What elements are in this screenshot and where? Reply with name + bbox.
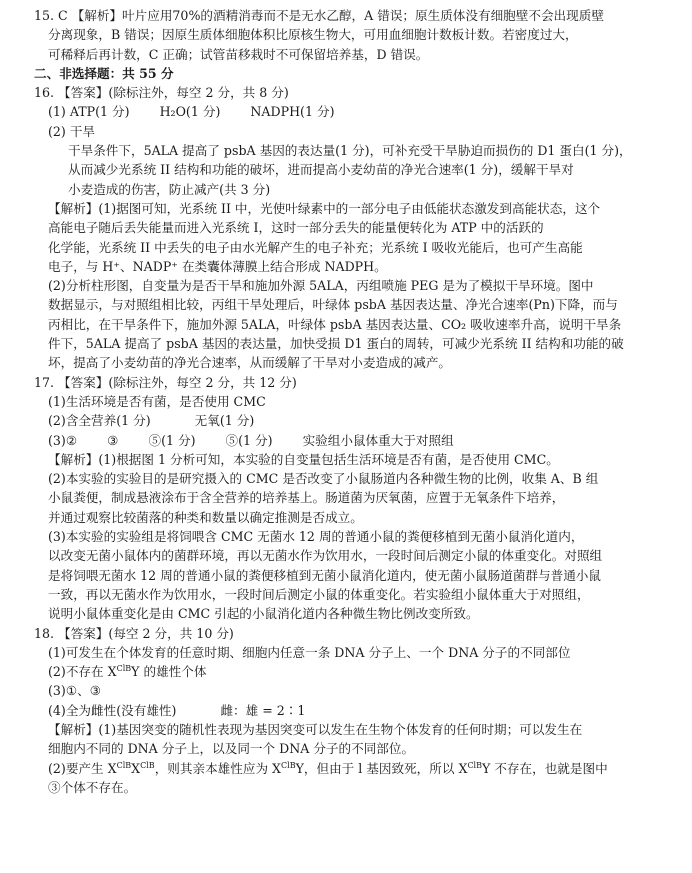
q16-analysis-2-line-5: 坏，提高了小麦幼苗的净光合速率，从而缓解了干旱对小麦造成的减产。 [48, 355, 451, 371]
q16-answer-1c: NADPH(1 分) [250, 104, 335, 120]
q18-answer-2-pre: (2)不存在 X [48, 664, 117, 680]
q16-analysis-2-line-4: 件下，5ALA 提高了 psbA 基因的表达量，加快受损 D1 蛋白的周转，可减少光系统 II 结构和功能的破 [48, 336, 624, 352]
q16-analysis-2-line-2: 数据显示，与对照组相比较，丙组干旱处理后，叶绿体 psbA 基因表达量、净光合速率(Pn)下降，而与 [48, 297, 618, 313]
q18-analysis-1-line-1: 【解析】(1)基因突变的随机性表现为基因突变可以发生在生物个体发育的任何时期；可以发生在 [48, 721, 583, 737]
q17-analysis-3-line-5: 说明小鼠体重变化是由 CMC 引起的小鼠消化道内各种微生物比例改变所致。 [48, 606, 479, 622]
q17-header: 17. 【答案】(除标注外，每空 2 分，共 12 分) [34, 374, 297, 390]
q18-analysis-2-b: X [131, 760, 141, 776]
q16-block [34, 83, 670, 372]
q18-analysis-2-c: ，则其亲本雄性应为 X [154, 760, 282, 776]
q16-analysis-1-line-2: 高能电子随后丢失能量而进入光系统 I，这时一部分丢失的能量便转化为 ATP 中的活跃的 [48, 220, 544, 236]
q18-analysis-2-line-1 [34, 759, 670, 778]
q17-answer-2 [34, 411, 670, 430]
q18-answer-4 [34, 701, 670, 720]
q18-analysis-1-line-2: 细胞内不同的 DNA 分子上，以及同一个 DNA 分子的不同部位。 [48, 741, 415, 757]
q18-answer-3: (3)①、③ [48, 683, 102, 699]
q17-answer-3c: ⑤(1 分) [148, 432, 196, 448]
q17-analysis-3-line-1: (3)本实验的实验组是将饲喂含 CMC 无菌水 12 周的普通小鼠的粪便移植到无菌小鼠消化道内， [48, 529, 584, 545]
q16-answer-2-line-2: 从而减少光系统 II 结构和功能的破坏，进而提高小麦幼苗的净光合速率(1 分)，缓解干旱对 [68, 162, 574, 178]
q18-header: 18. 【答案】(每空 2 分，共 10 分) [34, 625, 234, 641]
q17-answer-3a: (3)② [48, 432, 78, 448]
q17-answer-2a: (2)含全营养(1 分) [48, 413, 151, 429]
q17-block [34, 373, 670, 624]
q18-answer-4b: 雌：雄 = 2∶1 [220, 702, 306, 718]
q17-answer-3e: 实验组小鼠体重大于对照组 [302, 432, 454, 448]
q17-answer-1: (1)生活环境是否有菌，是否使用 CMC [48, 393, 266, 409]
q17-analysis-3-line-3: 是将饲喂无菌水 12 周的普通小鼠的粪便移植到无菌小鼠消化道内，使无菌小鼠肠道菌群与普通小鼠 [48, 567, 601, 583]
q16-answer-2-label: (2) 干旱 [48, 123, 96, 139]
q17-analysis-2-line-1: (2)本实验的实验目的是研究摄入的 CMC 是否改变了小鼠肠道内各种微生物的比例，收集 A、B 组 [48, 471, 599, 487]
q18-analysis-2-line-2: ③个体不存在。 [48, 779, 137, 795]
q18-analysis-2-sup2: ClB [140, 760, 155, 770]
q18-analysis-2-sup3: ClB [281, 760, 296, 770]
q16-answer-1a: (1) ATP(1 分) [48, 104, 130, 120]
q17-answer-3 [34, 431, 670, 450]
q18-analysis-2-a: (2)要产生 X [48, 760, 117, 776]
q15-line-1: 15. C 【解析】叶片应用70%的酒精消毒而不是无水乙醇，A 错误；原生质体没有细胞壁不会出现质壁 [34, 8, 604, 23]
q17-analysis-1: 【解析】(1)根据图 1 分析可知，本实验的自变量包括生活环境是否有菌，是否使用 CMC。 [48, 451, 559, 467]
q18-analysis-2-sup4: ClB [467, 760, 482, 770]
q16-answer-2-line-1: 干旱条件下，5ALA 提高了 psbA 基因的表达量(1 分)，可补充受干旱胁迫而损伤的 D1 蛋白(1 分)， [68, 143, 632, 159]
q18-analysis-2-d: Y，但由于 l 基因致死，所以 X [295, 760, 468, 776]
q17-analysis-3-line-2: 以改变无菌小鼠体内的菌群环境，再以无菌水作为饮用水，一段时间后测定小鼠的体重变化。对照组 [48, 548, 603, 564]
q16-analysis-1-line-4: 电子，与 H⁺、NADP⁺ 在类囊体薄膜上结合形成 NADPH。 [48, 258, 387, 274]
q18-block [34, 624, 670, 798]
q16-answer-1b: H₂O(1 分) [159, 104, 221, 120]
q17-analysis-2-line-2: 小鼠粪便，制成悬液涂布于含全营养的培养基上。肠道菌为厌氧菌，应置于无氧条件下培养， [48, 490, 565, 506]
q16-analysis-1-line-3: 化学能，光系统 II 中丢失的电子由水光解产生的电子补充；光系统 I 吸收光能后，也可产生高能 [48, 239, 583, 255]
q18-answer-4a: (4)全为雌性(没有雄性) [48, 702, 177, 718]
q15-line-2: 分离现象，B 错误；因原生质体细胞体积比原核生物大，可用血细胞计数板计数。若密度过大， [48, 27, 578, 43]
q18-analysis-2-e: Y 不存在，也就是图中 [482, 760, 608, 776]
section-title: 二、非选择题：共 55 分 [34, 65, 174, 81]
q17-analysis-3-line-4: 一致，再以无菌水作为饮用水，一段时间后测定小鼠的体重变化。若实验组小鼠体重大于对照组， [48, 586, 590, 602]
q18-analysis-2-sup1: ClB [116, 760, 132, 770]
q18-answer-1: (1)可发生在个体发育的任意时期、细胞内任意一条 DNA 分子上、一个 DNA 分子的不同部位 [48, 644, 571, 660]
q16-analysis-1-line-1: 【解析】(1)据图可知，光系统 II 中，光使叶绿素中的一部分电子由低能状态激发到高能状态，这个 [48, 200, 601, 216]
q16-header: 16. 【答案】(除标注外，每空 2 分，共 8 分) [34, 85, 289, 101]
q17-answer-2b: 无氧(1 分) [194, 413, 255, 429]
q18-answer-2 [34, 662, 670, 681]
q15-block [34, 6, 670, 64]
q16-analysis-2-line-3: 丙相比，在干旱条件下，施加外源 5ALA，叶绿体 psbA 基因表达量、CO₂ 吸收速率升高，说明干旱条 [48, 316, 622, 332]
q18-answer-2-sup: ClB [116, 664, 132, 674]
q18-answer-2-post: Y 的雄性个体 [131, 664, 207, 680]
q16-answer-1 [34, 102, 670, 121]
q16-analysis-2-line-1: (2)分析柱形图，自变量为是否干旱和施加外源 5ALA，丙组喷施 PEG 是为了模拟干旱环境。图中 [48, 278, 594, 294]
q16-answer-2-line-3: 小麦造成的伤害，防止减产(共 3 分) [68, 181, 271, 197]
q15-line-3: 可稀释后再计数，C 正确；试管苗移栽时不可保留培养基，D 错误。 [48, 46, 429, 62]
q17-answer-3b: ③ [107, 432, 119, 448]
q17-analysis-2-line-3: 并通过观察比较菌落的种类和数量以确定推测是否成立。 [48, 509, 363, 525]
q17-answer-3d: ⑤(1 分) [225, 432, 273, 448]
